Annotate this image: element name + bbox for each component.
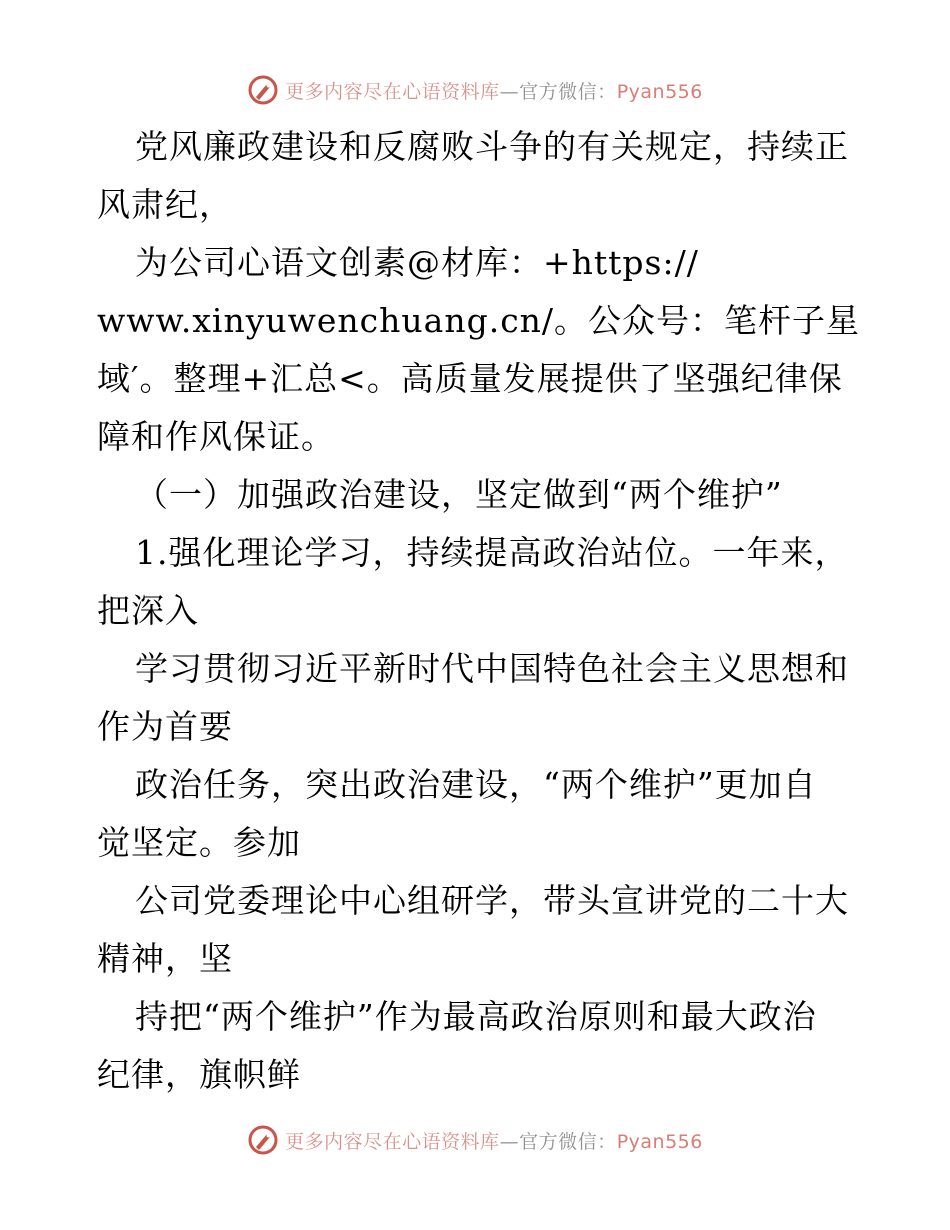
paragraph-line: 把深入 bbox=[97, 591, 199, 630]
paragraph-line: 为公司心语文创素@材库：+https:// bbox=[135, 243, 699, 282]
watermark-header bbox=[0, 70, 950, 110]
paragraph-line: www.xinyuwenchuang.cn/。公众号：笔杆子星 bbox=[97, 301, 861, 340]
paragraph-line: 政治任务，突出政治建设，“两个维护”更加自 bbox=[135, 765, 817, 804]
watermark-main: 更多内容尽在心语资料库 bbox=[285, 80, 500, 103]
watermark-separator: — bbox=[499, 1130, 520, 1153]
watermark-wechat-label: 官方微信： bbox=[519, 80, 617, 103]
document-body bbox=[97, 118, 861, 1104]
paragraph-line: 风肃纪， bbox=[97, 185, 233, 224]
paragraph-line: 作为首要 bbox=[97, 707, 233, 746]
watermark-footer bbox=[0, 1120, 950, 1160]
watermark-text bbox=[285, 1127, 703, 1154]
watermark-main: 更多内容尽在心语资料库 bbox=[285, 1130, 500, 1153]
paragraph-line: 公司党委理论中心组研学，带头宣讲党的二十大 bbox=[135, 881, 849, 920]
paragraph-line: 域′。整理+汇总<。高质量发展提供了坚强纪律保 bbox=[97, 359, 843, 398]
paragraph-line: 觉坚定。参加 bbox=[97, 823, 301, 862]
watermark-wechat-id: Pyan556 bbox=[616, 1130, 703, 1153]
watermark-wechat-label: 官方微信： bbox=[519, 1130, 617, 1153]
section-heading: （一）加强政治建设，坚定做到“两个维护” bbox=[135, 475, 783, 514]
pen-nib-logo-icon bbox=[247, 1124, 279, 1156]
paragraph-line: 障和作风保证。 bbox=[97, 417, 335, 456]
paragraph-line: 持把“两个维护”作为最高政治原则和最大政治 bbox=[135, 997, 817, 1036]
paragraph-line: 1.强化理论学习，持续提高政治站位。一年来， bbox=[135, 533, 849, 572]
paragraph-line: 纪律，旗帜鲜 bbox=[97, 1055, 301, 1094]
pen-nib-logo-icon bbox=[247, 74, 279, 106]
paragraph-line: 精神，坚 bbox=[97, 939, 233, 978]
watermark-separator: — bbox=[499, 80, 520, 103]
paragraph-line: 党风廉政建设和反腐败斗争的有关规定，持续正 bbox=[135, 127, 849, 166]
paragraph-line: 学习贯彻习近平新时代中国特色社会主义思想和 bbox=[135, 649, 849, 688]
watermark-wechat-id: Pyan556 bbox=[616, 80, 703, 103]
watermark-text bbox=[285, 77, 703, 104]
